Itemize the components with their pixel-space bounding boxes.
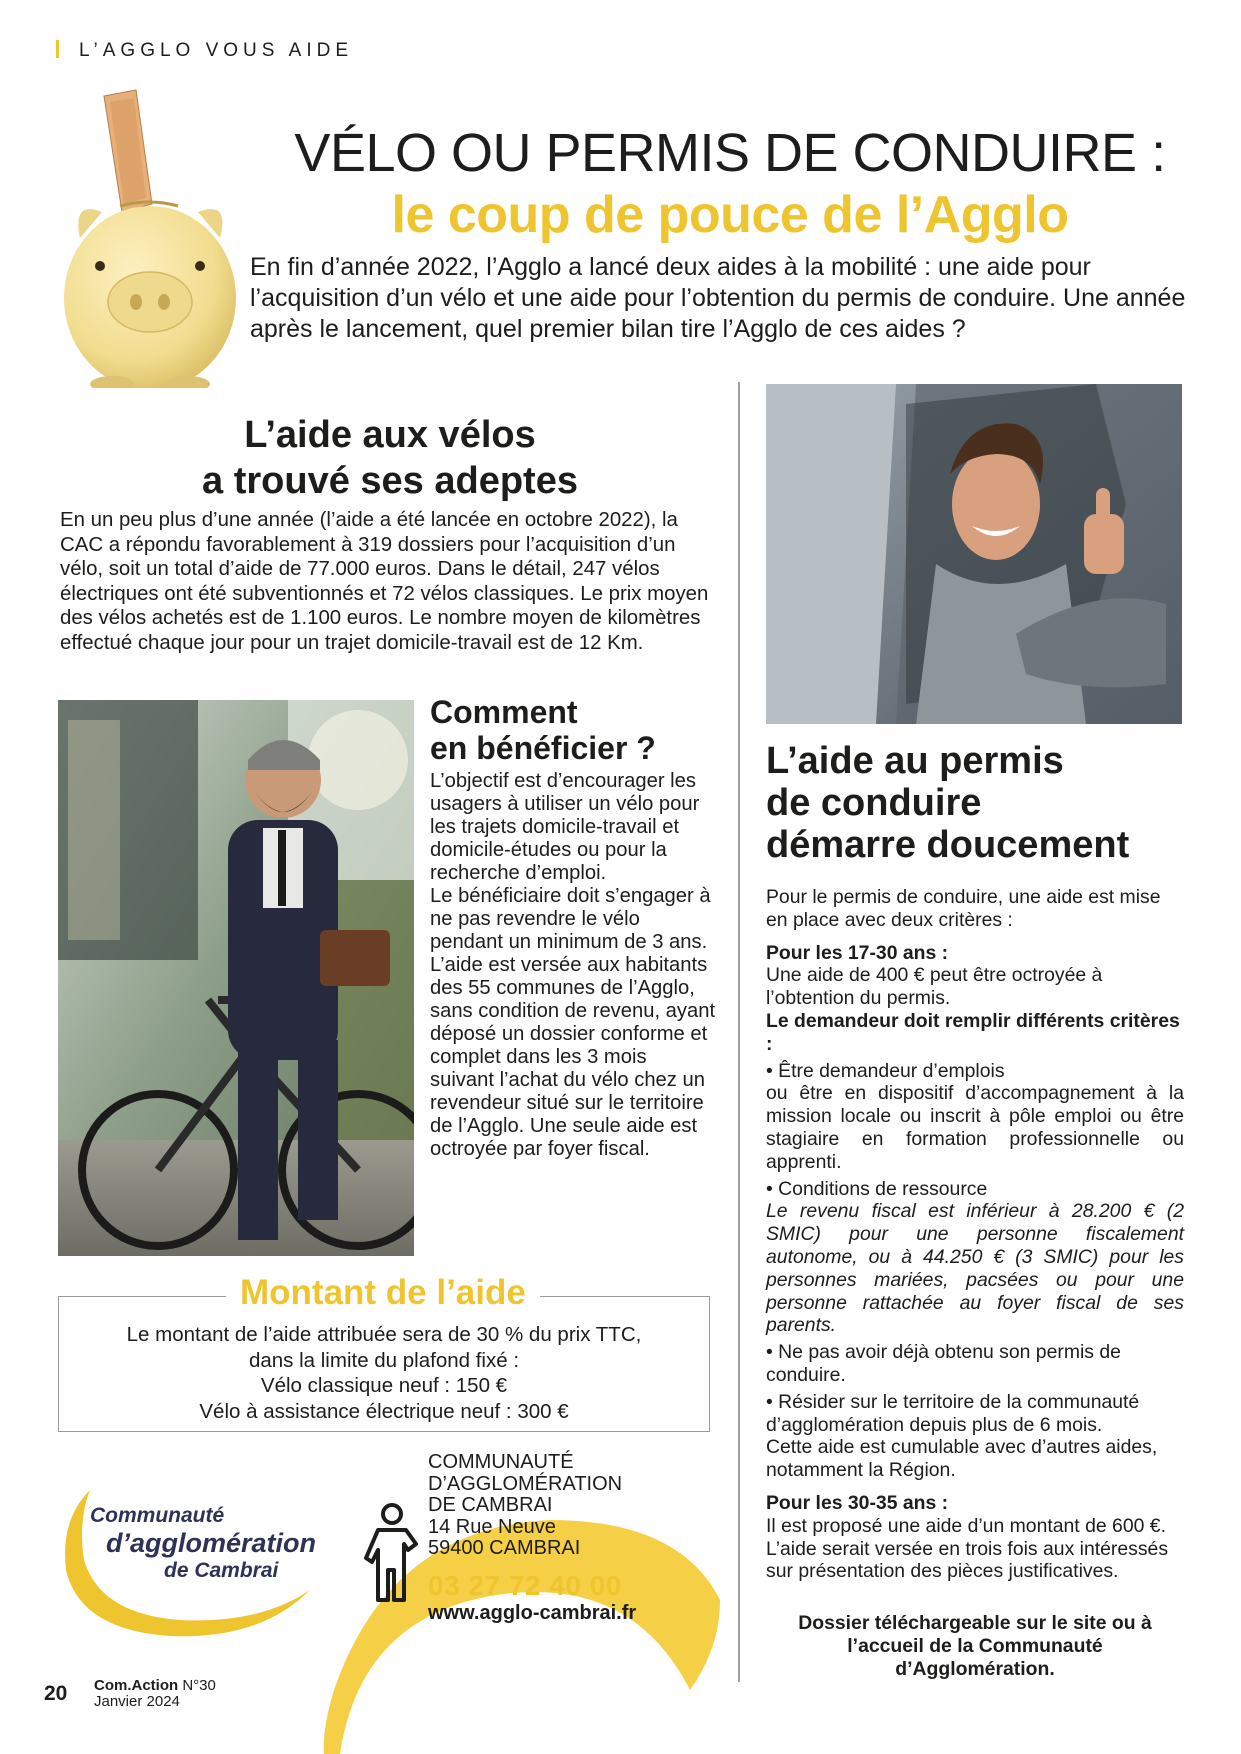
intro-paragraph: En fin d’année 2022, l’Agglo a lancé deux aides à la mobilité : une aide pour l’acquisition d’un vélo et une aide pour l’obtention du permis de conduire. Une année après le lancement, quel premier bilan tire l’Agglo de ces aides ?	[250, 253, 1186, 343]
permis-age1-text: Une aide de 400 € peut être octroyée à l’obtention du permis.	[766, 964, 1103, 1010]
montant-line-2: dans la limite du plafond fixé :	[248, 1348, 520, 1372]
permis-bullet-2-cont: Le revenu fiscal est inférieur à 28.200 € (2 SMIC) pour une personne fiscalement autonome, ou à 44.250 € (3 SMIC) pour les personnes mariées, pacsées ou pour une personne rattachée au foyer fiscal de ses parents.	[766, 1200, 1184, 1337]
contact-website-link[interactable]: www.agglo-cambrai.fr	[428, 1602, 637, 1624]
permis-text	[766, 886, 1184, 1583]
column-divider	[738, 382, 740, 1682]
page-title-line1: VÉLO OU PERMIS DE CONDUIRE :	[294, 123, 1166, 183]
permis-heading-line1: L’aide au permis	[766, 740, 1064, 782]
contact-phone[interactable]: 03 27 72 40 00	[428, 1570, 622, 1601]
permis-bullet-1-cont: ou être en dispositif d’accompagnement à la mission locale ou inscrit à pôle emploi ou être stagiaire en formation professionnelle ou apprenti.	[766, 1082, 1184, 1173]
permis-bullet-3: • Ne pas avoir déjà obtenu son permis de conduire.	[766, 1341, 1121, 1386]
magazine-name: Com.Action	[94, 1677, 179, 1694]
permis-criteria-title: Le demandeur doit remplir différents critères :	[766, 1009, 1180, 1055]
permis-heading	[766, 740, 1186, 866]
page-number: 20	[44, 1682, 68, 1705]
velo-paragraph: En un peu plus d’une année (l’aide a été lancée en octobre 2022), la CAC a répondu favorablement à 319 dossiers pour l’acquisition d’un vélo, soit un total d’aide de 77.000 euros. Dans le détail, 247 vélos électriques ont été subventionnés et 72 vélos classiques. Le prix moyen des vélos achetés est de 1.100 euros. Le nombre moyen de kilomètres effectué chaque jour pour un trajet domicile-travail est de 12 Km.	[60, 509, 709, 654]
contact-street: 14 Rue Neuve	[428, 1515, 556, 1538]
contact-name-line2: D’AGGLOMÉRATION	[428, 1472, 623, 1495]
contact-address	[428, 1452, 688, 1560]
agglo-logo	[90, 1504, 330, 1583]
contact-name-line3: DE CAMBRAI	[428, 1494, 553, 1517]
montant-line-3: Vélo classique neuf : 150 €	[260, 1374, 508, 1397]
velo-heading-line2: a trouvé ses adeptes	[202, 460, 578, 502]
permis-intro: Pour le permis de conduire, une aide est mise en place avec deux critères :	[766, 886, 1161, 931]
logo-line-3: de Cambrai	[164, 1559, 279, 1582]
montant-line-4: Vélo à assistance électrique neuf : 300 €	[199, 1399, 569, 1423]
permis-bullet-2: • Conditions de ressource	[766, 1177, 988, 1200]
permis-age1-title: Pour les 17-30 ans :	[766, 941, 949, 964]
person-info-icon	[362, 1500, 422, 1604]
driver-photo	[766, 384, 1182, 724]
magazine-info	[94, 1678, 216, 1710]
permis-dossier-note: Dossier téléchargeable sur le site ou à l’accueil de la Communauté d’Agglomération.	[798, 1612, 1152, 1680]
comment-paragraph-1: L’objectif est d’encourager les usagers à utiliser un vélo pour les trajets domicile-travail et domicile-études ou pour la recherche d’emploi.	[430, 770, 700, 884]
kicker-bar	[56, 40, 59, 58]
permis-cumul: Cette aide est cumulable avec d’autres aides, notamment la Région.	[766, 1436, 1158, 1482]
permis-bullet-1: • Être demandeur d’emplois	[766, 1059, 1005, 1082]
comment-text	[430, 770, 716, 1161]
permis-age2-title: Pour les 30-35 ans :	[766, 1491, 949, 1514]
magazine-issue: N°30	[182, 1677, 216, 1694]
permis-heading-line3: démarre doucement	[766, 824, 1130, 866]
comment-heading-line2: en bénéficier ?	[430, 730, 656, 766]
cyclist-photo	[58, 700, 414, 1256]
piggy-bank-image	[60, 88, 240, 388]
montant-heading: Montant de l’aide	[226, 1273, 540, 1313]
comment-heading-line1: Comment	[430, 694, 578, 730]
kicker-text: L’AGGLO VOUS AIDE	[79, 40, 354, 61]
comment-heading	[430, 694, 730, 766]
logo-line-2: d’agglomération	[106, 1528, 317, 1558]
contact-name-line1: COMMUNAUTÉ	[428, 1451, 574, 1473]
permis-age2-text: Il est proposé une aide d’un montant de 600 €. L’aide serait versée en trois fois aux intéressés sur présentation des pièces justificatives.	[766, 1514, 1169, 1583]
logo-line-1: Communauté	[90, 1504, 225, 1527]
contact-city: 59400 CAMBRAI	[428, 1537, 581, 1560]
comment-paragraph-2: Le bénéficiaire doit s’engager à ne pas revendre le vélo pendant un minimum de 3 ans.	[430, 885, 711, 953]
comment-paragraph-3: L’aide est versée aux habitants des 55 communes de l’Agglo, sans condition de revenu, ayant déposé un dossier conforme et complet dans les 3 mois suivant l’achat du vélo chez un revendeur situé sur le territoire de l’Agglo. Une seule aide est octroyée par foyer fiscal.	[430, 954, 716, 1160]
magazine-date: Janvier 2024	[94, 1693, 180, 1710]
page-title-line2: le coup de pouce de l’Agglo	[391, 186, 1069, 244]
section-kicker	[56, 40, 353, 62]
permis-bullet-4: • Résider sur le territoire de la communauté d’agglomération depuis plus de 6 mois.	[766, 1390, 1140, 1436]
velo-heading-line1: L’aide aux vélos	[244, 414, 536, 456]
permis-heading-line2: de conduire	[766, 782, 982, 824]
montant-line-1: Le montant de l’aide attribuée sera de 30 % du prix TTC,	[126, 1323, 642, 1346]
velo-heading	[90, 412, 690, 504]
montant-text	[58, 1322, 710, 1424]
